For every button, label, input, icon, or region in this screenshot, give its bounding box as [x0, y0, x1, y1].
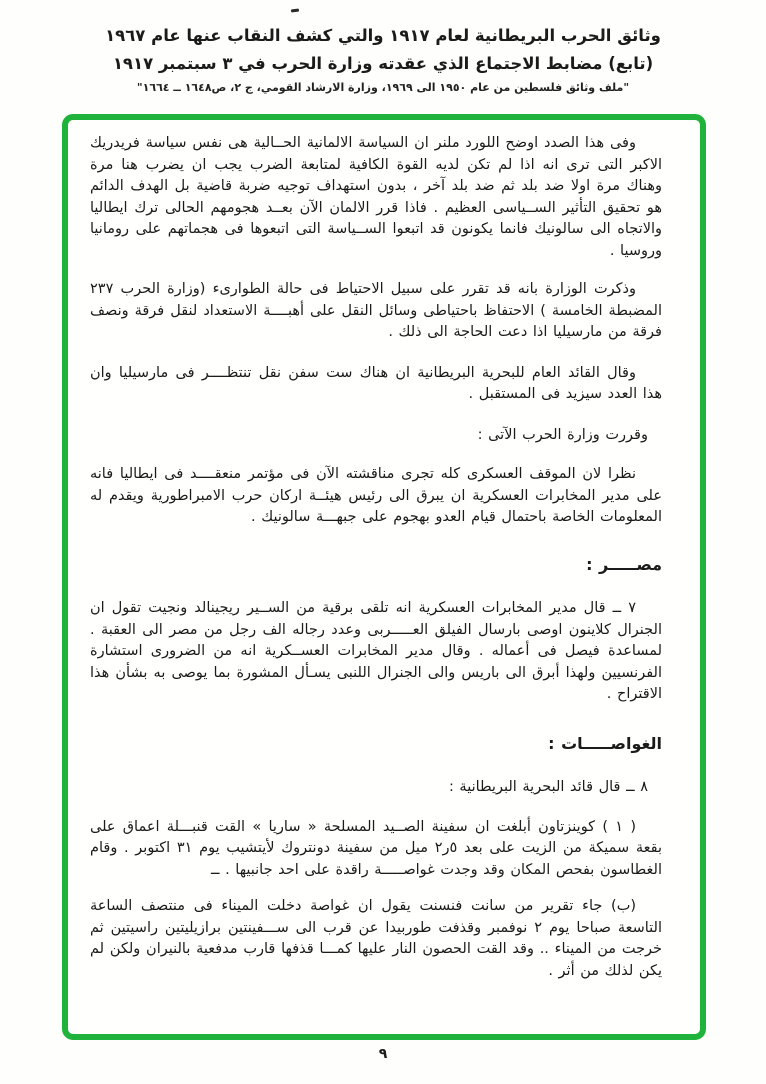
- header-title-line2: (تابع) مضابط الاجتماع الذي عقدته وزارة الحرب في ٣ سبتمبر ١٩١٧: [112, 54, 654, 73]
- section-heading-submarines: الغواصـــــات :: [548, 733, 662, 753]
- document-header: [0, 22, 766, 96]
- page-number: ٩: [378, 1046, 388, 1062]
- paragraph-military-position: نظرا لان الموقف العسكرى كله تجرى مناقشته الآن فى مؤتمر منعقــــد فى ايطاليا فانه على مدير المخابرات العسكرية ان يبرق الى رئيس هيئــة اركان حرب الامبراطورية ويقدم له المعلومات الخاصة باحتمال قيام العدو بهجوم على جبهـــة سالونيك .: [90, 466, 662, 525]
- document-frame: [62, 114, 706, 1040]
- header-title-line1: وثائق الحرب البريطانية لعام ١٩١٧ والتي كشف النقاب عنها عام ١٩٦٧: [105, 26, 661, 45]
- paragraph-navy-commander: وقال القائد العام للبحرية البريطانية ان هناك ست سفن نقل تنتظــــر فى مارسيليا وان هذا العدد سيزيد فى المستقبل .: [90, 364, 662, 402]
- line-item-8: ٨ ــ قال قائد البحرية البريطانية :: [448, 779, 648, 795]
- section-heading-egypt: مصـــــر :: [586, 554, 662, 574]
- header-source-citation: "ملف وثائق فلسطين من عام ١٩٥٠ الى ١٩٦٩، وزارة الارشاد القومي، ج ٢، ص١٦٤٨ ــ ١٦٦٤": [136, 81, 630, 94]
- scan-artifact-speck: [291, 8, 299, 12]
- paragraph-lord-milner: وفى هذا الصدد اوضح اللورد ملنر ان السياسة الالمانية الحــالية هى نفس سياسة فريدريك الاكبر التى ترى انه اذا لم تكن لديه القوة الكافية لمتابعة الضرب يجب ان يضرب هنا مرة وهناك مرة اولا ضد بلد ثم ضد بلد آخر ، بدون استهداف توجيه ضربة قاضية بل الهدف الدائم هو تحقيق التأثير الســياسى العظيم . فاذا قرر الالمان الآن بعــد هجومهم الحالى ترك ايطاليا والاتجاه الى سالونيك فانما يكونون قد اتبعوا الســياسة التى اتبعوها فى هجماتهم على رومانيا وروسيا .: [90, 135, 662, 259]
- paragraph-queenstown-report: ( ١ ) كوينزتاون أبلغت ان سفينة الصــيد المسلحة « ساريا » القت قنبـــلة اعماق على بقعة سميكة من الزيت على بعد ٥ر٢ ميل من سفينة دونتروك لأيتشيب يوم ٣١ اكتوبر . وقام الغطاسون بفحص المكان وقد وجدت غواصـــــة راقدة على احد جانبيها . ــ: [90, 818, 662, 878]
- paragraph-ministry-reserve: وذكرت الوزارة بانه قد تقرر على سبيل الاحتياط فى حالة الطوارىء (وزارة الحرب ٢٣٧ المضبطة الخامسة ) الاحتفاظ باحتياطى وسائل النقل على أهبــــة الاستعداد لنقل فرقة ونصف فرقة من مارسيليا اذا دعت الحاجة الى ذلك .: [90, 281, 662, 340]
- line-war-office-decision: وقررت وزارة الحرب الآتى :: [477, 426, 648, 443]
- paragraph-st-vincent-report: (ب) جاء تقرير من سانت فنسنت يقول ان غواصة دخلت الميناء فى منتصف الساعة التاسعة صباحا يوم ٢ نوفمبر وقذفت طوربيدا عن قرب الى ســـفينتين برازيليتين راسيتين ثم خرجت من الميناء .. وقد القت الحصون النار عليها كمـــا قذفها قارب مدفعية بالنيران ولكن لم يكن لذلك من أثر .: [90, 898, 663, 979]
- paragraph-item-7: ٧ ــ قال مدير المخابرات العسكرية انه تلقى برقية من الســير ريجينالد ونجيت تقول ان الجنرال كلاينون اوصى بارسال الفيلق العـــــربى وعدد رجاله الف رجل من مصر الى العقبة . لمساعدة فيصل فى أعماله . وقال مدير المخابرات العســكرية انه من الضرورى استشارة الفرنسيين ولهذا أبرق الى باريس والى الجنرال اللنبى يسـأل المشورة بما يوصى به بشأن هذا الاقتراح .: [90, 600, 662, 702]
